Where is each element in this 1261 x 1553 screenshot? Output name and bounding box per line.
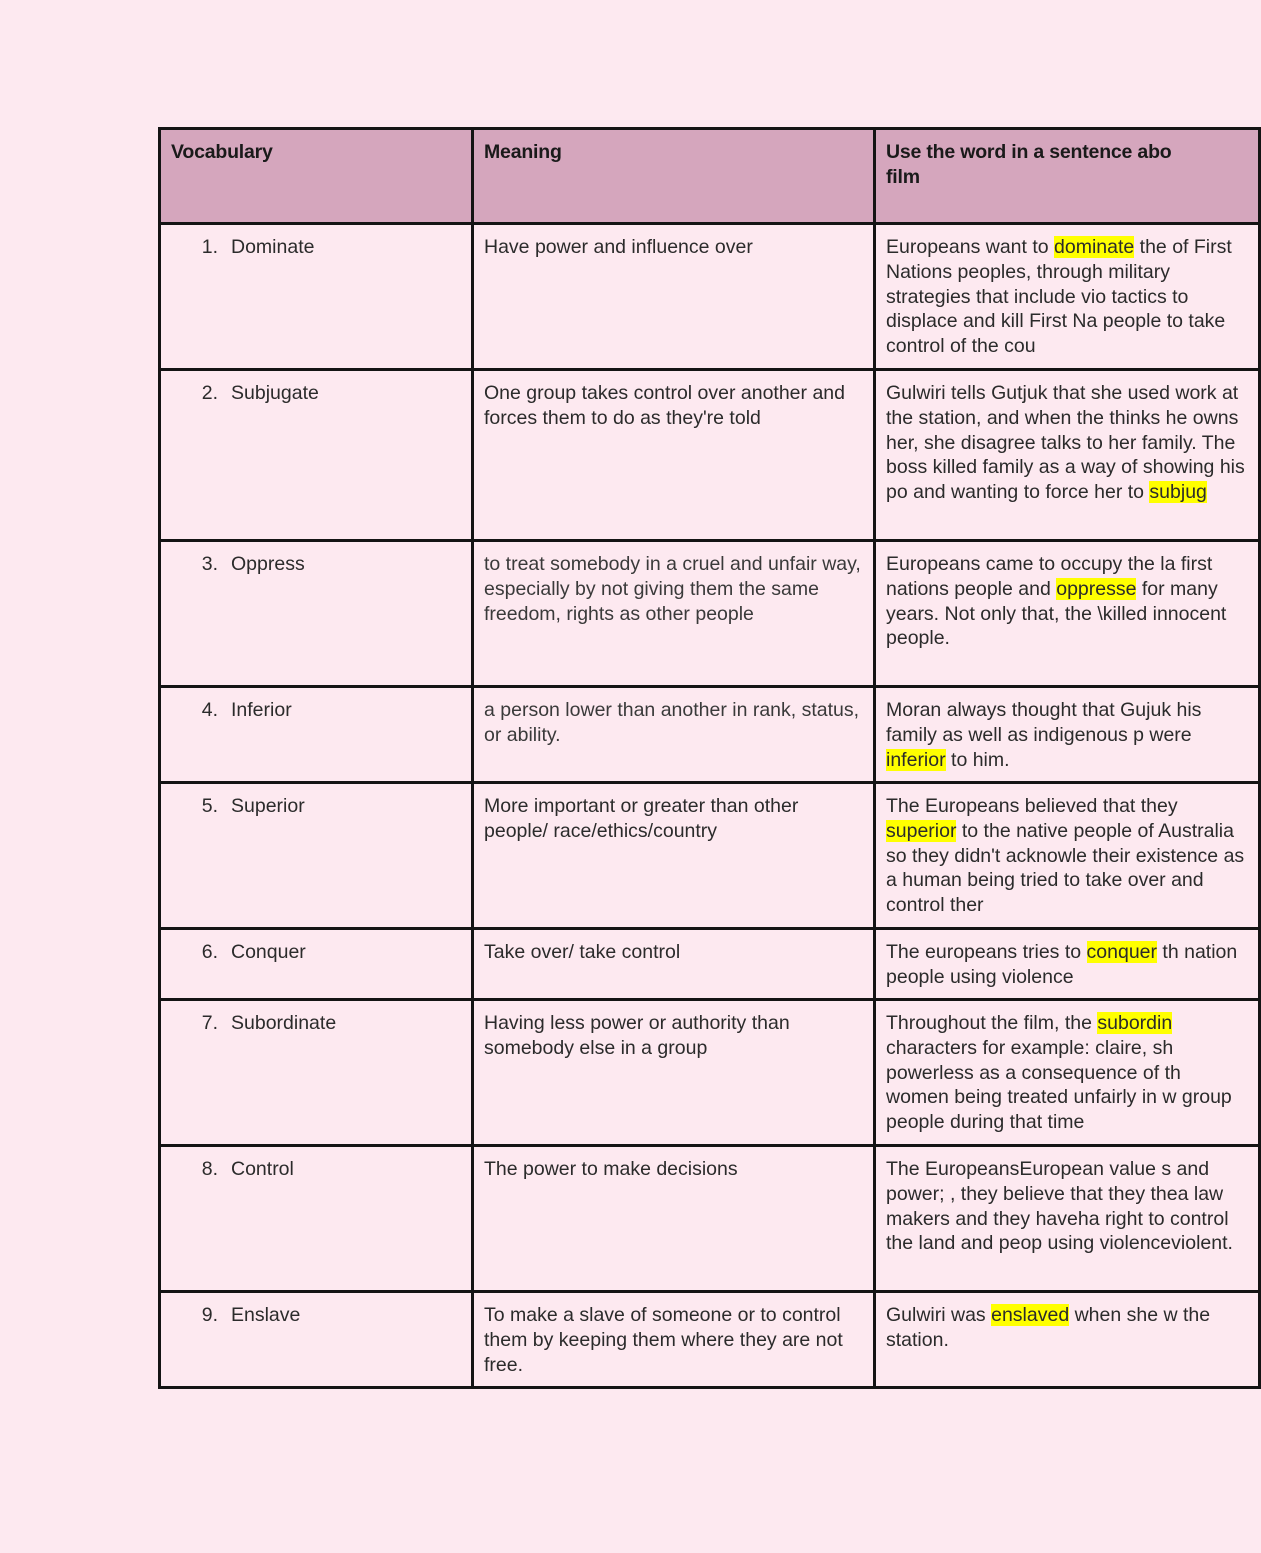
table-row — [160, 687, 1260, 783]
table-header-row — [160, 129, 1260, 224]
vocab-word: Dominate — [231, 236, 315, 258]
header-sentence-line1: Use the word in a sentence abo — [886, 141, 1172, 163]
meaning-cell: Have power and influence over — [473, 224, 875, 370]
highlighted-word: oppresse — [1056, 577, 1137, 600]
sentence-text: when she w the station. — [886, 1304, 1211, 1351]
vocab-cell — [160, 687, 473, 783]
sentence-text: The EuropeansEuropean value s and power; , they believe that they thea law makers and they haveha right to control the land and peop using violenceviolent. — [886, 1158, 1233, 1255]
row-number: 6. — [201, 941, 218, 963]
highlighted-word: conquer — [1086, 941, 1158, 963]
vocab-cell — [160, 370, 473, 541]
sentence-text: th nation people using violence — [886, 941, 1238, 988]
row-number: 5. — [201, 795, 218, 817]
sentence-text: Moran always thought that Gujuk his family as well as indigenous p were — [886, 699, 1202, 746]
highlighted-word: subordin — [1097, 1012, 1173, 1034]
sentence-cell — [875, 1292, 1260, 1388]
meaning-cell: a person lower than another in rank, status, or ability. — [473, 687, 875, 783]
meaning-cell: To make a slave of someone or to control them by keeping them where they are not free. — [473, 1292, 875, 1388]
meaning-cell: The power to make decisions — [473, 1146, 875, 1292]
vocab-cell — [160, 1000, 473, 1146]
row-number: 1. — [201, 236, 218, 258]
vocab-cell — [160, 224, 473, 370]
vocab-word: Enslave — [231, 1304, 301, 1326]
sentence-cell — [875, 1000, 1260, 1146]
meaning-cell: to treat somebody in a cruel and unfair way, especially by not giving them the same freedom, rights as other people — [473, 541, 875, 687]
highlighted-word: inferior — [886, 748, 946, 771]
table-row — [160, 1000, 1260, 1146]
sentence-cell — [875, 1146, 1260, 1292]
sentence-cell — [875, 929, 1260, 1000]
sentence-text: to him. — [945, 748, 1010, 771]
highlighted-word: enslaved — [991, 1304, 1070, 1326]
sentence-text: Gulwiri was — [886, 1304, 992, 1326]
vocab-word: Subordinate — [231, 1012, 337, 1034]
sentence-cell — [875, 541, 1260, 687]
row-number: 8. — [201, 1158, 218, 1180]
sentence-text: the of First Nations peoples, through military strategies that include vio tactics to displace and kill First Na people to take control of the cou — [886, 236, 1232, 358]
table-row — [160, 370, 1260, 541]
vocab-cell — [160, 1146, 473, 1292]
table-row — [160, 929, 1260, 1000]
row-number: 4. — [201, 699, 218, 721]
sentence-text: Gulwiri tells Gutjuk that she used work at the station, and when the thinks he owns her, she disagree talks to her family. The boss killed family as a way of showing his po and wanting to force her to — [886, 382, 1245, 504]
vocab-word: Superior — [231, 795, 305, 817]
sentence-text: The Europeans believed that they — [886, 795, 1178, 817]
vocab-word: Conquer — [231, 941, 306, 963]
vocab-word: Subjugate — [231, 382, 319, 404]
table-row — [160, 783, 1260, 929]
table-row — [160, 541, 1260, 687]
table-row — [160, 1146, 1260, 1292]
vocabulary-table — [158, 127, 1261, 1389]
meaning-cell: More important or greater than other people/ race/ethics/country — [473, 783, 875, 929]
header-vocabulary: Vocabulary — [160, 129, 473, 224]
row-number: 3. — [201, 553, 218, 575]
sentence-text: Europeans want to — [886, 236, 1055, 258]
vocab-cell — [160, 1292, 473, 1388]
row-number: 7. — [201, 1012, 218, 1034]
vocab-cell — [160, 783, 473, 929]
sentence-cell — [875, 370, 1260, 541]
sentence-text: Europeans came to occupy the la first nations people and — [886, 553, 1213, 600]
meaning-cell: Take over/ take control — [473, 929, 875, 1000]
header-sentence — [875, 129, 1260, 224]
highlighted-word: dominate — [1054, 236, 1135, 258]
meaning-cell: Having less power or authority than somebody else in a group — [473, 1000, 875, 1146]
sentence-text: for many years. Not only that, the \killed innocent people. — [886, 577, 1227, 650]
sentence-text: characters for example: claire, sh powerless as a consequence of th women being treated unfairly in w group people during that time — [886, 1036, 1232, 1134]
vocab-cell — [160, 929, 473, 1000]
row-number: 9. — [201, 1304, 218, 1326]
sentence-text: to the native people of Australia so they didn't acknowle their existence as a human being tried to take over and control ther — [886, 819, 1245, 917]
vocab-word: Control — [231, 1158, 294, 1180]
sentence-text: The europeans tries to — [886, 941, 1087, 963]
table-row — [160, 1292, 1260, 1388]
row-number: 2. — [201, 382, 218, 404]
highlighted-word: subjug — [1149, 481, 1207, 504]
sentence-text: Throughout the film, the — [886, 1012, 1098, 1034]
highlighted-word: superior — [886, 819, 957, 842]
header-meaning: Meaning — [473, 129, 875, 224]
vocab-word: Inferior — [231, 699, 292, 721]
sentence-cell — [875, 687, 1260, 783]
meaning-cell: One group takes control over another and forces them to do as they're told — [473, 370, 875, 541]
vocab-word: Oppress — [231, 553, 305, 575]
header-sentence-line2: film — [886, 165, 920, 188]
vocab-cell — [160, 541, 473, 687]
table-row — [160, 224, 1260, 370]
sentence-cell — [875, 783, 1260, 929]
sentence-cell — [875, 224, 1260, 370]
